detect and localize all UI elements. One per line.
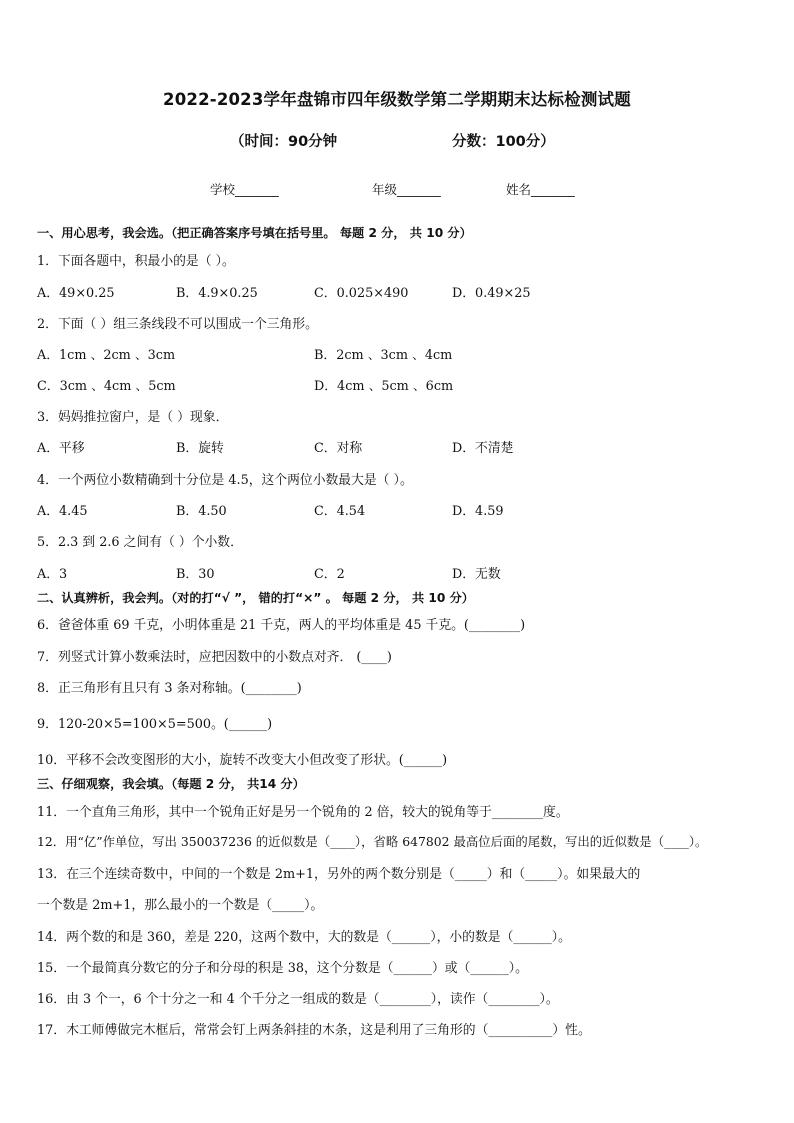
- q2-option-d[interactable]: D．4cm 、5cm 、6cm: [314, 379, 454, 394]
- q3-option-b[interactable]: B．旋转: [176, 441, 224, 456]
- question-1: 1．下面各题中，积最小的是（ ）。: [37, 254, 235, 269]
- question-7: 7．列竖式计算小数乘法时，应把因数中的小数点对齐． (____): [37, 650, 392, 665]
- section-1-heading: 一、用心思考，我会选。（把正确答案序号填在括号里。 每题 2 分， 共 10 分）: [37, 226, 472, 240]
- time-info: （时间：90分钟: [230, 134, 338, 150]
- school-field[interactable]: 学校_______: [210, 182, 279, 197]
- q4-option-a[interactable]: A．4.45: [37, 504, 88, 519]
- q3-option-a[interactable]: A．平移: [37, 441, 85, 456]
- q5-option-c[interactable]: C．2: [314, 567, 345, 582]
- question-10: 10．平移不会改变图形的大小，旋转不改变大小但改变了形状。(______): [37, 753, 448, 768]
- section-2-heading: 二、认真辨析，我会判。（对的打“√ ”， 错的打“×” 。 每题 2 分， 共 10 分）: [37, 591, 474, 605]
- question-13-line-2: 一个数是 2m+1，那么最小的一个数是（_____）。: [37, 898, 324, 913]
- question-9: 9．120-20×5=100×5=500。(______): [37, 717, 273, 732]
- question-14: 14．两个数的和是 360，差是 220，这两个数中，大的数是（______），小的数是（______）。: [37, 930, 571, 945]
- question-5: 5．2.3 到 2.6 之间有（ ）个小数．: [37, 535, 243, 550]
- q4-option-c[interactable]: C．4.54: [314, 504, 366, 519]
- question-4: 4．一个两位小数精确到十分位是 4.5，这个两位小数最大是（ ）。: [37, 473, 413, 488]
- q4-option-b[interactable]: B．4.50: [176, 504, 227, 519]
- q5-option-d[interactable]: D．无数: [452, 567, 501, 582]
- question-6: 6．爸爸体重 69 千克，小明体重是 21 千克，两人的平均体重是 45 千克。(________): [37, 618, 526, 633]
- q5-option-b[interactable]: B．30: [176, 567, 215, 582]
- question-8: 8．正三角形有且只有 3 条对称轴。(________): [37, 681, 302, 696]
- q1-option-c[interactable]: C．0.025×490: [314, 286, 409, 301]
- q4-option-d[interactable]: D．4.59: [452, 504, 504, 519]
- question-15: 15．一个最简真分数它的分子和分母的积是 38，这个分数是（______）或（______）。: [37, 961, 528, 976]
- q3-option-d[interactable]: D．不清楚: [452, 441, 514, 456]
- question-11: 11．一个直角三角形，其中一个锐角正好是另一个锐角的 2 倍，较大的锐角等于________度。: [37, 805, 569, 820]
- name-field[interactable]: 姓名_______: [506, 182, 575, 197]
- question-17: 17．木工师傅做完木框后，常常会钉上两条斜挂的木条，这是利用了三角形的（__________）性。: [37, 1023, 591, 1038]
- section-3-heading: 三、仔细观察，我会填。（每题 2 分， 共14 分）: [37, 777, 305, 791]
- q2-option-a[interactable]: A．1cm 、2cm 、3cm: [37, 348, 176, 363]
- question-2: 2．下面（ ）组三条线段不可以围成一个三角形。: [37, 317, 318, 332]
- q1-option-a[interactable]: A．49×0.25: [37, 286, 115, 301]
- q2-option-c[interactable]: C．3cm 、4cm 、5cm: [37, 379, 176, 394]
- score-info: 分数：100分）: [452, 134, 555, 150]
- page-title: 2022-2023学年盘锦市四年级数学第二学期期末达标检测试题: [163, 90, 631, 109]
- question-12: 12．用“亿”作单位，写出 350037236 的近似数是（____），省略 647802 最高位后面的尾数，写出的近似数是（____）。: [37, 834, 708, 849]
- question-16: 16．由 3 个一，6 个十分之一和 4 个千分之一组成的数是（________），读作（________）。: [37, 992, 559, 1007]
- q2-option-b[interactable]: B．2cm 、3cm 、4cm: [314, 348, 453, 363]
- question-13-line-1: 13．在三个连续奇数中，中间的一个数是 2m+1，另外的两个数分别是（_____）和（_____）。如果最大的: [37, 867, 641, 882]
- q1-option-d[interactable]: D．0.49×25: [452, 286, 531, 301]
- question-3: 3．妈妈推拉窗户，是（ ）现象．: [37, 410, 229, 425]
- grade-field[interactable]: 年级_______: [372, 182, 441, 197]
- q3-option-c[interactable]: C．对称: [314, 441, 363, 456]
- q5-option-a[interactable]: A．3: [37, 567, 68, 582]
- q1-option-b[interactable]: B．4.9×0.25: [176, 286, 258, 301]
